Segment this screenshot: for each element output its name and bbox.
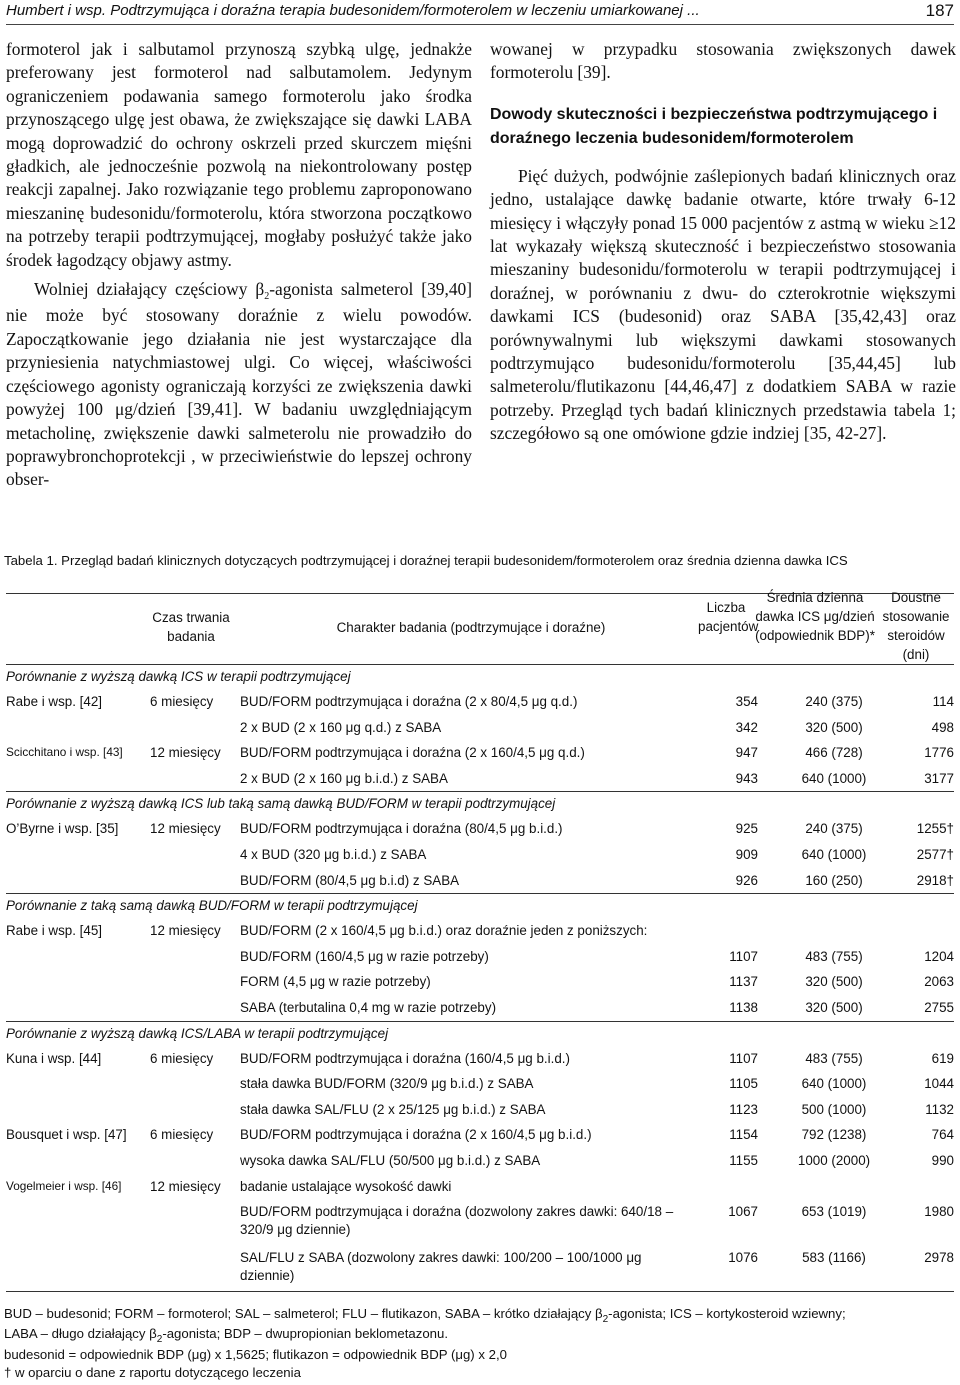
section-heading: Dowody skuteczności i bezpieczeństwa podtrzymującego i doraźnego leczenia budesonidem/formoterolem xyxy=(490,105,938,147)
cell-oral-steroids: 1255† xyxy=(916,821,954,837)
cell-ics-dose: 653 (1019) xyxy=(801,1204,867,1220)
cell-oral-steroids: 619 xyxy=(931,1050,954,1066)
right-column xyxy=(490,38,956,446)
cell-ics-dose: 583 (1166) xyxy=(802,1250,866,1266)
cell-oral-steroids: 1776 xyxy=(924,745,954,761)
table-row xyxy=(6,740,954,766)
cell-ics-dose: 640 (1000) xyxy=(801,1076,867,1092)
table-body xyxy=(6,664,954,1291)
cell-study: Rabe i wsp. [45] xyxy=(6,923,103,939)
header-character: Charakter badania (podtrzymujące i doraźne) xyxy=(336,620,606,635)
cell-ics-dose: 1000 (2000) xyxy=(797,1152,871,1168)
cell-patients: 1154 xyxy=(729,1127,758,1143)
cell-patients: 1076 xyxy=(728,1250,758,1266)
cell-character: 2 x BUD (2 x 160 μg q.d.) z SABA xyxy=(240,719,442,735)
cell-patients: 1123 xyxy=(729,1101,758,1117)
cell-patients: 354 xyxy=(735,694,758,709)
cell-character: BUD/FORM podtrzymująca i doraźna (160/4,5 μg b.i.d.) xyxy=(240,1050,570,1066)
header-oral-steroids: Doustne stosowanie steroidów (dni) xyxy=(882,590,950,662)
table-group-heading: Porównanie z wyższą dawką ICS lub taką samą dawką BUD/FORM w terapii podtrzymującej xyxy=(6,791,954,816)
cell-oral-steroids: 1980 xyxy=(924,1204,954,1220)
footnote-dagger: † w oparciu o dane z raportu dotyczącego leczenia xyxy=(4,1365,301,1381)
table-bottom-rule xyxy=(6,1291,954,1292)
cell-duration: 12 miesięcy xyxy=(150,821,221,837)
running-header xyxy=(6,0,954,24)
cell-oral-steroids: 990 xyxy=(931,1152,954,1168)
cell-oral-steroids: 2577† xyxy=(916,846,954,862)
footnote-abbreviations-cont: LABA – długo działający $\beta_2$-agonista; BDP – dwupropionian beklometazonu. xyxy=(4,1326,448,1346)
cell-oral-steroids: 1132 xyxy=(925,1101,954,1117)
cell-study: Bousquet i wsp. [47] xyxy=(6,1127,127,1143)
cell-patients: 943 xyxy=(735,770,758,786)
table-caption: Tabela 1. Przegląd badań klinicznych dotyczących podtrzymującej i doraźnej terapii budesonidem/formoterolem oraz średnia dzienna dawka ICS xyxy=(4,553,848,568)
cell-character: BUD/FORM (80/4,5 μg b.i.d) z SABA xyxy=(240,872,460,888)
cell-study: O’Byrne i wsp. [35] xyxy=(6,821,119,837)
table-row xyxy=(6,1245,954,1291)
cell-ics-dose: 240 (375) xyxy=(805,821,863,837)
table-row xyxy=(6,1199,954,1245)
table-group-heading: Porównanie z taką samą dawką BUD/FORM w terapii podtrzymującej xyxy=(6,893,954,918)
table-row xyxy=(6,944,954,970)
cell-character: 2 x BUD (2 x 160 μg b.i.d.) z SABA xyxy=(240,770,448,786)
paragraph: Pięć dużych, podwójnie zaślepionych badań klinicznych oraz jedno, ustalające dawkę badanie otwarte, które trwały 6-12 miesięcy i włączyły ponad 15 000 pacjentów z astmą w wieku ≥12 lat wykazały większą skuteczność i bezpieczeństwo stosowania mieszaniny budesonidu/formoterolu w terapii podtrzymującej i doraźnej, w porównaniu z dwu- do czterokrotnie większymi dawkami ICS (budesonid) oraz SABA [35,42,43] oraz porównywalnymi lub większymi dawkami stosowanych podtrzymująco budesonidu/formoterolu [35,44,45] lub salmeterolu/flutikazonu [44,46,47] z dodatkiem SABA w razie potrzeby. Przegląd tych badań klinicznych przedstawia tabela 1; szczegółowo są one omówione gdzie indziej [35, 42-27]. xyxy=(490,165,956,444)
footnote-conversion: budesonid = odpowiednik BDP (μg) x 1,5625; flutikazon = odpowiednik BDP (μg) x 2,0 xyxy=(4,1346,507,1362)
cell-patients: 926 xyxy=(735,872,758,888)
cell-oral-steroids: 114 xyxy=(932,694,954,709)
cell-patients: 1105 xyxy=(729,1076,758,1092)
header-patients: Liczba pacjentów xyxy=(698,600,759,634)
cell-ics-dose: 640 (1000) xyxy=(801,770,867,786)
running-title: Humbert i wsp. Podtrzymująca i doraźna terapia budesonidem/formoterolem w leczeniu umiarkowanej ... xyxy=(6,2,700,19)
cell-duration: 12 miesięcy xyxy=(150,745,221,761)
cell-duration: 6 miesięcy xyxy=(150,694,214,709)
cell-character: stała dawka BUD/FORM (320/9 μg b.i.d.) z SABA xyxy=(240,1076,534,1092)
cell-patients: 1137 xyxy=(729,974,758,990)
cell-ics-dose: 483 (755) xyxy=(805,1050,863,1066)
cell-duration: 12 miesięcy xyxy=(150,1178,221,1194)
table-group-heading: Porównanie z wyższą dawką ICS w terapii podtrzymującej xyxy=(6,664,954,689)
cell-patients: 1067 xyxy=(728,1204,758,1220)
cell-character: stała dawka SAL/FLU (2 x 25/125 μg b.i.d.) z SABA xyxy=(240,1101,546,1117)
cell-character: badanie ustalające wysokość dawki xyxy=(240,1178,452,1194)
cell-patients: 1155 xyxy=(729,1152,758,1168)
cell-oral-steroids: 2063 xyxy=(924,974,954,990)
table-header xyxy=(6,590,954,664)
cell-oral-steroids: 764 xyxy=(931,1127,954,1143)
footnote-abbreviations: BUD – budesonid; FORM – formoterol; SAL – salmeterol; FLU – flutikazon, SABA – krótko działający $\beta_2$-agonista; ICS – kortykosteroid wziewny; xyxy=(4,1306,846,1325)
table-row xyxy=(6,995,954,1021)
cell-character: SABA (terbutalina 0,4 mg w razie potrzeby) xyxy=(240,999,497,1015)
cell-study: Kuna i wsp. [44] xyxy=(6,1050,102,1066)
header-rule xyxy=(6,24,954,25)
cell-oral-steroids: 2755 xyxy=(924,999,954,1015)
cell-character: BUD/FORM podtrzymująca i doraźna (2 x 80/4,5 μg q.d.) xyxy=(240,694,578,709)
cell-study: Scicchitano i wsp. [43] xyxy=(6,745,123,760)
cell-character: BUD/FORM (160/4,5 μg w razie potrzeby) xyxy=(240,948,489,964)
cell-ics-dose: 466 (728) xyxy=(805,745,863,761)
paragraph: formoterol jak i salbutamol przynoszą szybką ulgę, jednakże preferowany jest formoterol nad salbutamolem. Jedynym ograniczeniem podawania samego formoterolu jako środka przynoszącego ulgę jest obawa, że zwiększające się dawki LABA mogą doprowadzić do ochrony oskrzeli przed skurczem mięśni gładkich, ale jednocześnie pozwolą na niekontrolowany postęp reakcji zapalnej. Jako rozwiązanie tego problemu zaproponowano mieszaninę budesonidu/formoterolu, która stworzona początkowo na potrzeby terapii podtrzymującej, mogłaby posłużyć także jako środek łagodzący objawy astmy. xyxy=(6,39,472,270)
cell-character: BUD/FORM podtrzymująca i doraźna (dozwolony zakres dawki: 640/18 – 320/9 μg dziennie) xyxy=(240,1204,674,1238)
table-row xyxy=(6,766,954,792)
cell-patients: 1138 xyxy=(729,999,758,1015)
table-row xyxy=(6,842,954,868)
header-ics-dose: Średnia dzienna dawka ICS μg/dzień (odpowiednik BDP)* xyxy=(755,590,875,643)
table-row xyxy=(6,1097,954,1123)
cell-ics-dose: 320 (500) xyxy=(805,974,863,990)
cell-ics-dose: 792 (1238) xyxy=(801,1127,867,1143)
cell-oral-steroids: 2918† xyxy=(916,872,954,888)
table-row xyxy=(6,1071,954,1097)
table-group-heading: Porównanie z wyższą dawką ICS/LABA w terapii podtrzymującej xyxy=(6,1021,954,1046)
cell-character: BUD/FORM podtrzymująca i doraźna (2 x 160/4,5 μg q.d.) xyxy=(240,745,585,761)
cell-oral-steroids: 1204 xyxy=(924,948,954,964)
cell-patients: 947 xyxy=(735,745,758,761)
cell-ics-dose: 240 (375) xyxy=(805,694,863,709)
cell-study: Vogelmeier i wsp. [46] xyxy=(6,1178,122,1193)
cell-ics-dose: 160 (250) xyxy=(805,872,863,888)
table-row xyxy=(6,715,954,741)
cell-patients: 925 xyxy=(735,821,758,837)
cell-ics-dose: 483 (755) xyxy=(805,948,863,964)
table-row xyxy=(6,1148,954,1174)
cell-patients: 909 xyxy=(735,846,758,862)
table-row xyxy=(6,1122,954,1148)
cell-ics-dose: 320 (500) xyxy=(805,719,863,735)
cell-character: wysoka dawka SAL/FLU (50/500 μg b.i.d.) z SABA xyxy=(240,1152,541,1168)
cell-character: BUD/FORM (2 x 160/4,5 μg b.i.d.) oraz doraźnie jeden z poniższych: xyxy=(240,923,648,939)
cell-patients: 342 xyxy=(735,719,758,735)
table-row xyxy=(6,1046,954,1072)
paragraph: Wolniej działający częściowy $\beta_2$-agonista salmeterol [39,40] nie może być stosowany doraźnie z wielu powodów. Zapoczątkowanie jego działania nie jest wystarczające dla przyniesienia natychmiastowej ulgi. Co więcej, właściwości częściowego agonisty ograniczają korzyści ze zwiększenia dawki powyżej 100 μg/dzień [39,41]. W badaniu uwzględniającym metacholinę, zwiększenie dawki salmeterolu nie prowadziło do poprawybronchoprotekcji , w przeciwieństwie do lepszej ochrony obser- xyxy=(6,279,472,490)
cell-oral-steroids: 498 xyxy=(931,719,954,735)
cell-study: Rabe i wsp. [42] xyxy=(6,694,103,709)
table-row xyxy=(6,689,954,715)
cell-patients: 1107 xyxy=(729,948,758,964)
cell-oral-steroids: 2978 xyxy=(924,1250,954,1266)
cell-character: BUD/FORM podtrzymująca i doraźna (80/4,5 μg b.i.d.) xyxy=(240,821,563,837)
table-row xyxy=(6,969,954,995)
paragraph: wowanej w przypadku stosowania zwiększonych dawek formoterolu [39]. xyxy=(490,39,956,83)
table-row xyxy=(6,1174,954,1200)
cell-patients: 1107 xyxy=(729,1050,758,1066)
table-row xyxy=(6,868,954,894)
cell-character: 4 x BUD (320 μg b.i.d.) z SABA xyxy=(240,846,427,862)
cell-ics-dose: 640 (1000) xyxy=(801,846,867,862)
cell-oral-steroids: 1044 xyxy=(924,1076,954,1092)
cell-ics-dose: 320 (500) xyxy=(805,999,863,1015)
cell-duration: 12 miesięcy xyxy=(150,923,221,939)
cell-duration: 6 miesięcy xyxy=(150,1050,214,1066)
cell-oral-steroids: 3177 xyxy=(924,770,954,786)
table xyxy=(6,590,954,1292)
page-number: 187 xyxy=(925,1,954,20)
table-row xyxy=(6,918,954,944)
cell-character: SAL/FLU z SABA (dozwolony zakres dawki: 100/200 – 100/1000 μg dziennie) xyxy=(240,1250,642,1284)
footnotes xyxy=(4,1305,959,1383)
header-duration: Czas trwania badania xyxy=(152,610,230,644)
cell-character: FORM (4,5 μg w razie potrzeby) xyxy=(240,974,431,990)
table-row xyxy=(6,816,954,842)
cell-ics-dose: 500 (1000) xyxy=(801,1101,867,1117)
cell-duration: 6 miesięcy xyxy=(150,1127,214,1143)
cell-character: BUD/FORM podtrzymująca i doraźna (2 x 160/4,5 μg b.i.d.) xyxy=(240,1127,592,1143)
left-column xyxy=(6,38,472,492)
